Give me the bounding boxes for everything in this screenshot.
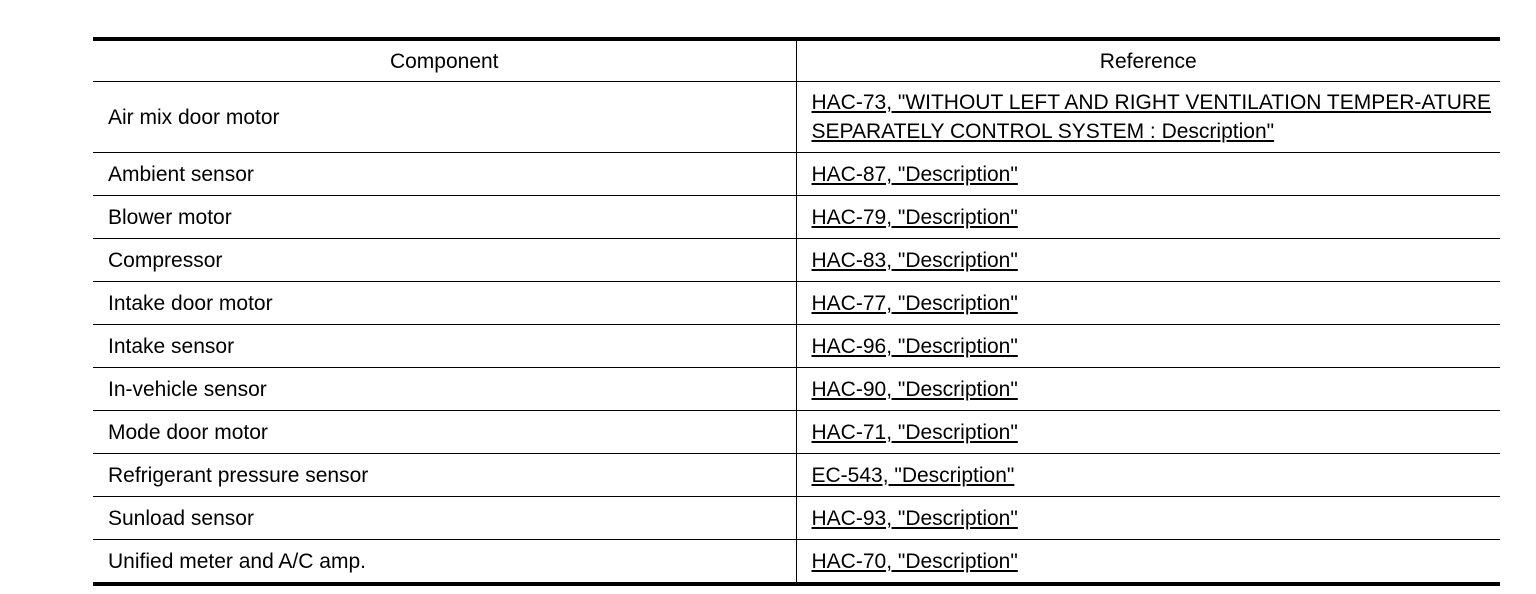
table-row	[93, 239, 1500, 282]
header-component: Component	[93, 39, 796, 82]
component-cell: Air mix door motor	[93, 82, 796, 153]
reference-cell	[796, 196, 1500, 239]
component-cell: In-vehicle sensor	[93, 368, 796, 411]
table-row	[93, 82, 1500, 153]
reference-link[interactable]: HAC-90, "Description"	[811, 377, 1018, 401]
component-reference-table	[93, 37, 1500, 586]
component-cell: Unified meter and A/C amp.	[93, 540, 796, 585]
reference-cell	[796, 454, 1500, 497]
table-header	[93, 39, 1500, 82]
reference-cell	[796, 411, 1500, 454]
component-cell: Ambient sensor	[93, 153, 796, 196]
component-cell: Compressor	[93, 239, 796, 282]
reference-link[interactable]: HAC-93, "Description"	[811, 506, 1018, 530]
reference-link[interactable]: HAC-83, "Description"	[811, 248, 1018, 272]
reference-cell	[796, 153, 1500, 196]
component-cell: Blower motor	[93, 196, 796, 239]
reference-link[interactable]: HAC-77, "Description"	[811, 291, 1018, 315]
reference-cell	[796, 540, 1500, 585]
reference-link[interactable]: EC-543, "Description"	[811, 463, 1015, 487]
header-row	[93, 39, 1500, 82]
table-body	[93, 82, 1500, 585]
reference-link[interactable]: HAC-96, "Description"	[811, 334, 1018, 358]
table-row	[93, 497, 1500, 540]
table-row	[93, 325, 1500, 368]
reference-link[interactable]: HAC-87, "Description"	[811, 162, 1018, 186]
reference-link[interactable]: HAC-71, "Description"	[811, 420, 1018, 444]
reference-link[interactable]: HAC-79, "Description"	[811, 205, 1018, 229]
reference-link[interactable]: HAC-70, "Description"	[811, 549, 1018, 573]
table-row	[93, 411, 1500, 454]
component-cell: Refrigerant pressure sensor	[93, 454, 796, 497]
component-cell: Intake sensor	[93, 325, 796, 368]
reference-cell	[796, 497, 1500, 540]
table-row	[93, 454, 1500, 497]
table-row	[93, 540, 1500, 585]
reference-cell	[796, 368, 1500, 411]
header-reference: Reference	[796, 39, 1500, 82]
table-row	[93, 368, 1500, 411]
reference-cell	[796, 282, 1500, 325]
table-row	[93, 153, 1500, 196]
reference-cell	[796, 239, 1500, 282]
reference-cell	[796, 325, 1500, 368]
component-cell: Sunload sensor	[93, 497, 796, 540]
reference-cell	[796, 82, 1500, 153]
component-cell: Mode door motor	[93, 411, 796, 454]
reference-link[interactable]: HAC-73, "WITHOUT LEFT AND RIGHT VENTILATION TEMPER-ATURE SEPARATELY CONTROL SYSTEM : Description"	[811, 91, 1492, 143]
component-cell: Intake door motor	[93, 282, 796, 325]
table-row	[93, 282, 1500, 325]
table-row	[93, 196, 1500, 239]
